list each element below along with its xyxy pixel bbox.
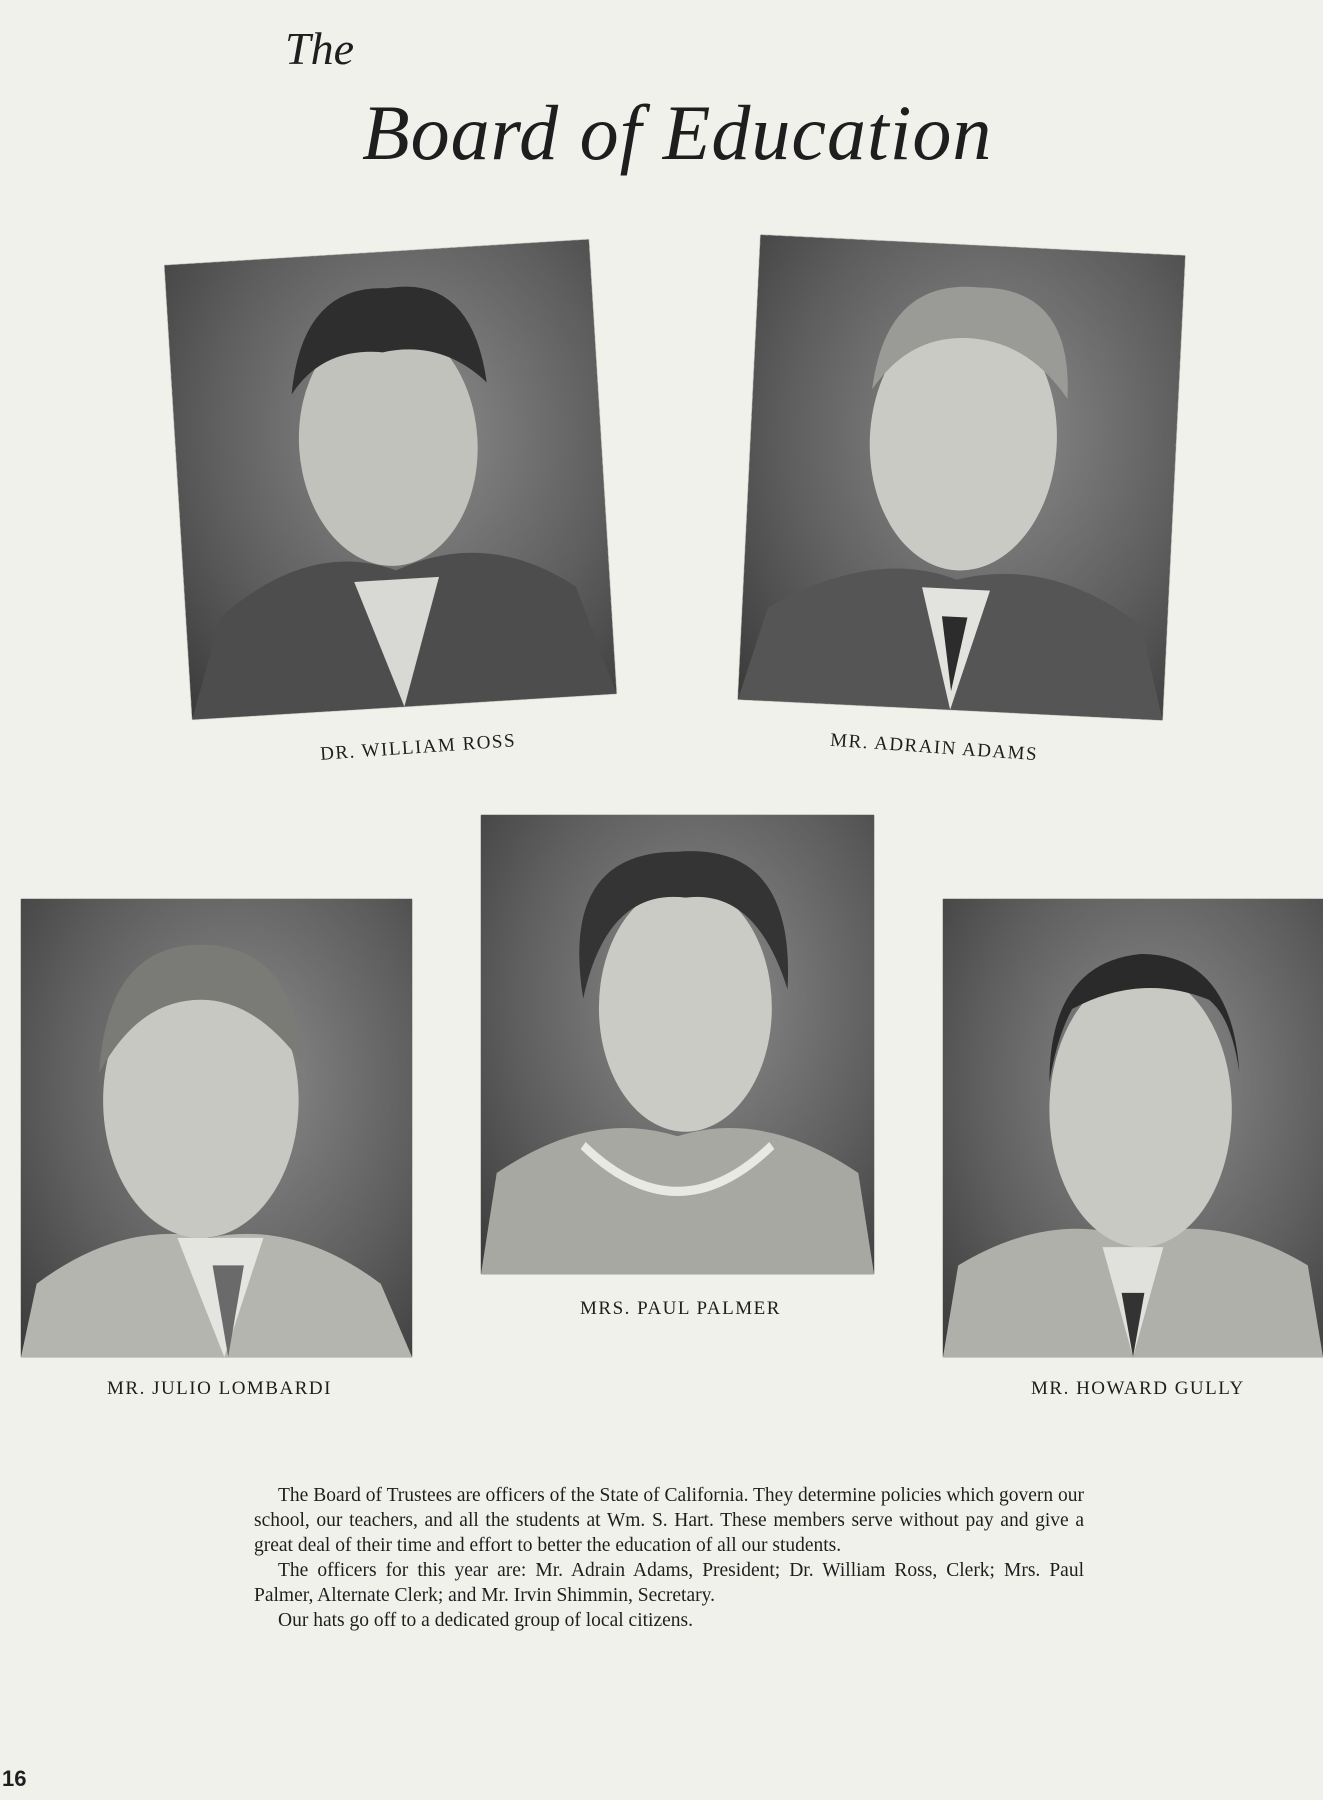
description-text <box>254 1483 1084 1633</box>
portrait-adrain-adams <box>738 235 1185 720</box>
caption-adrain-adams: MR. ADRAIN ADAMS <box>829 729 1039 766</box>
paragraph-trustees: The Board of Trustees are officers of the State of California. They determine policies which govern our school, our teachers, and all the students at Wm. S. Hart. These members serve without pay and give a great deal of their time and effort to better the education of all our students. <box>254 1485 1084 1556</box>
title-the: The <box>285 23 354 74</box>
portrait-howard-gully <box>943 899 1323 1357</box>
caption-julio-lombardi: MR. JULIO LOMBARDI <box>107 1378 332 1399</box>
caption-paul-palmer: MRS. PAUL PALMER <box>580 1298 781 1319</box>
paragraph-closing: Our hats go off to a dedicated group of local citizens. <box>278 1610 693 1631</box>
caption-william-ross: DR. WILLIAM ROSS <box>319 730 517 765</box>
portrait-william-ross <box>165 239 617 719</box>
portrait-julio-lombardi <box>21 899 412 1357</box>
page-title: Board of Education <box>362 89 993 176</box>
caption-howard-gully: MR. HOWARD GULLY <box>1031 1378 1245 1399</box>
paragraph-officers: The officers for this year are: Mr. Adrain Adams, President; Dr. William Ross, Clerk; Mrs. Paul Palmer, Alternate Clerk; and Mr. Irvin Shimmin, Secretary. <box>254 1560 1084 1606</box>
page-number: 16 <box>2 1766 27 1791</box>
portrait-paul-palmer <box>481 815 874 1274</box>
